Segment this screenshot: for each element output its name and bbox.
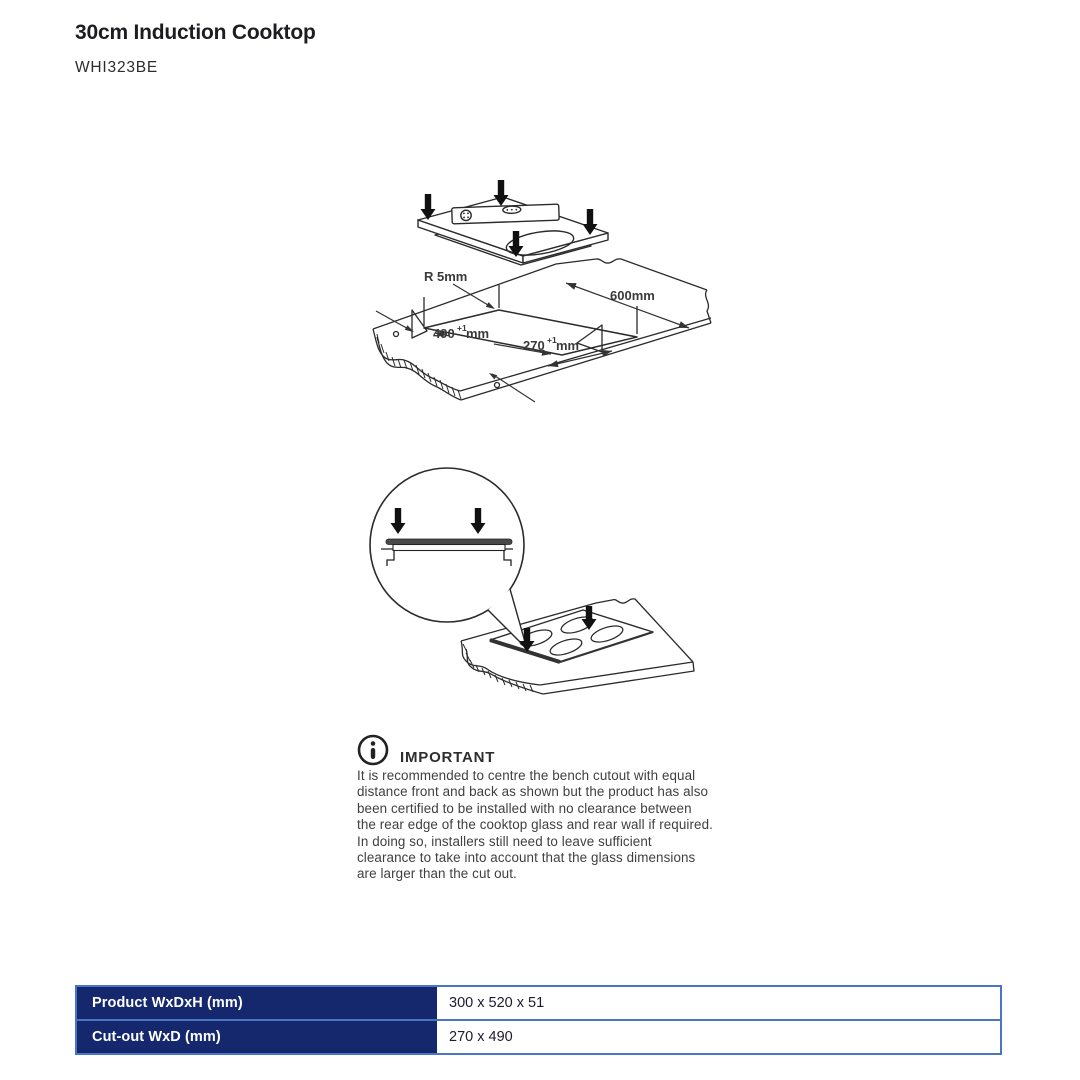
svg-text:mm: mm xyxy=(556,338,580,353)
svg-text:mm: mm xyxy=(466,326,490,341)
cutout-width-label xyxy=(523,335,579,353)
svg-text:+1: +1 xyxy=(457,323,467,333)
svg-text:+1: +1 xyxy=(547,335,557,345)
svg-text:490: 490 xyxy=(433,326,455,341)
bench-depth-label: 600mm xyxy=(610,288,655,303)
clamp-bracket-left xyxy=(412,310,427,338)
model-number: WHI323BE xyxy=(75,59,159,76)
important-body: It is recommended to centre the bench cutout with equal distance front and back as shown but the product has also been certified to be installed with no clearance between the rear edge of the cooktop glass and rear wall if required. In doing so, installers still need to leave sufficient clearance to take into account that the glass dimensions are larger than the cut out. xyxy=(357,768,713,882)
install-diagram xyxy=(340,160,760,410)
spec-table xyxy=(75,985,1002,1055)
fixing-hole-front xyxy=(495,383,500,388)
table-row xyxy=(77,1019,1000,1053)
table-row xyxy=(77,987,1000,1019)
page-title: 30cm Induction Cooktop xyxy=(75,21,316,44)
spec-label-product-dimensions: Product WxDxH (mm) xyxy=(77,987,437,1019)
control-box xyxy=(452,204,559,224)
spec-value-cutout-dimensions: 270 x 490 xyxy=(449,1029,513,1045)
info-icon xyxy=(357,734,389,766)
spec-label-cutout-dimensions: Cut-out WxD (mm) xyxy=(77,1021,437,1053)
important-heading: IMPORTANT xyxy=(400,749,496,766)
fixing-hole-left xyxy=(394,332,399,337)
cutout-length-label xyxy=(433,323,489,341)
detail-diagram xyxy=(355,445,700,700)
corner-radius-label: R 5mm xyxy=(424,269,468,284)
edge-hatching xyxy=(377,334,461,399)
spec-value-product-dimensions: 300 x 520 x 51 xyxy=(449,995,545,1011)
svg-text:270: 270 xyxy=(523,338,545,353)
